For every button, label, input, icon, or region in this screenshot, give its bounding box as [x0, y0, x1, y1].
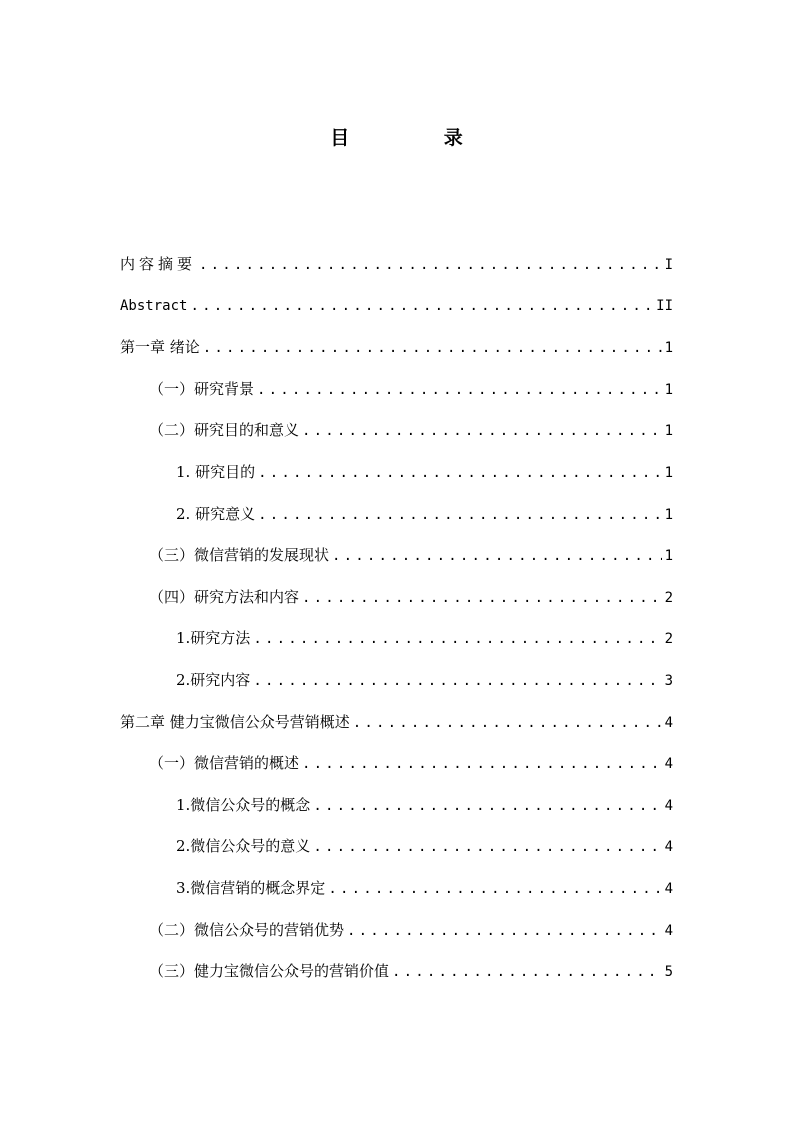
- toc-leader-dots: [199, 251, 662, 279]
- toc-entry-label: 第一章 绪论: [120, 333, 203, 361]
- toc-entry-label: 3.微信营销的概念界定: [176, 874, 328, 902]
- toc-entry[interactable]: [120, 333, 673, 375]
- toc-leader-dots: [332, 542, 662, 570]
- toc-entry-label: 2.研究内容: [176, 666, 253, 694]
- toc-leader-dots: [302, 750, 662, 778]
- toc-entry-page: 4: [662, 833, 673, 861]
- toc-entry-page: 2: [662, 625, 673, 653]
- toc-entry-page: 1: [662, 417, 673, 445]
- toc-entry[interactable]: [120, 666, 673, 708]
- toc-leader-dots: [302, 584, 662, 612]
- toc-entry-page: 1: [662, 376, 673, 404]
- toc-entry-page: 4: [662, 709, 673, 737]
- toc-entry-page: 1: [662, 542, 673, 570]
- toc-entry-label: （一）研究背景: [149, 375, 257, 403]
- toc-leader-dots: [328, 875, 661, 903]
- toc-entry-label: （三）微信营销的发展现状: [149, 541, 332, 569]
- toc-entry[interactable]: [120, 832, 673, 874]
- toc-leader-dots: [253, 667, 661, 695]
- toc-leader-dots: [203, 334, 662, 362]
- toc-leader-dots: [302, 417, 662, 445]
- toc-leader-dots: [392, 958, 662, 986]
- toc-entry-label: 第二章 健力宝微信公众号营销概述: [120, 708, 353, 736]
- toc-entry-page: 4: [662, 875, 673, 903]
- toc-entry-page: 5: [662, 958, 673, 986]
- toc-leader-dots: [353, 709, 662, 737]
- toc-entry-page: 4: [662, 917, 673, 945]
- toc-entry[interactable]: [120, 916, 673, 958]
- toc-leader-dots: [347, 917, 662, 945]
- toc-entry[interactable]: [120, 416, 673, 458]
- toc-title: 目 录: [330, 127, 507, 149]
- toc-entry-label: （四）研究方法和内容: [149, 583, 302, 611]
- toc-entry-page: 2: [662, 584, 673, 612]
- toc-entry[interactable]: [120, 458, 673, 500]
- toc-entry[interactable]: [120, 583, 673, 625]
- toc-leader-dots: [253, 625, 661, 653]
- toc-entry-label: （一）微信营销的概述: [149, 749, 302, 777]
- toc-entry-page: 1: [662, 501, 673, 529]
- toc-entry[interactable]: [120, 957, 673, 999]
- toc-entry-page: I: [662, 251, 673, 279]
- toc-entry-page: 4: [662, 792, 673, 820]
- toc-entry-page: II: [653, 292, 673, 320]
- toc-entry-label: 1.微信公众号的概念: [176, 791, 313, 819]
- toc-entry[interactable]: [120, 375, 673, 417]
- toc-entry[interactable]: [120, 749, 673, 791]
- toc-leader-dots: [313, 792, 661, 820]
- toc-entry-page: 1: [662, 334, 673, 362]
- toc-leader-dots: [257, 376, 662, 404]
- toc-entry-label: 内容摘要: [120, 250, 199, 278]
- toc-entry[interactable]: [120, 874, 673, 916]
- toc-entry[interactable]: [120, 250, 673, 292]
- toc-leader-dots: [313, 833, 661, 861]
- toc-entry-page: 3: [662, 667, 673, 695]
- toc-entry[interactable]: [120, 624, 673, 666]
- toc-entry[interactable]: [120, 292, 673, 334]
- table-of-contents: [120, 250, 673, 999]
- toc-entry-label: Abstract: [120, 292, 190, 320]
- toc-entry-page: 1: [662, 459, 673, 487]
- toc-entry-label: 1.研究方法: [176, 624, 253, 652]
- toc-entry-label: （二）微信公众号的营销优势: [149, 916, 347, 944]
- toc-entry[interactable]: [120, 791, 673, 833]
- toc-leader-dots: [258, 459, 661, 487]
- toc-entry-label: 1. 研究目的: [176, 458, 258, 486]
- toc-entry-label: （三）健力宝微信公众号的营销价值: [149, 957, 392, 985]
- toc-entry[interactable]: [120, 500, 673, 542]
- toc-entry-page: 4: [662, 750, 673, 778]
- toc-entry[interactable]: [120, 541, 673, 583]
- toc-entry[interactable]: [120, 708, 673, 750]
- toc-entry-label: 2.微信公众号的意义: [176, 832, 313, 860]
- toc-entry-label: 2. 研究意义: [176, 500, 258, 528]
- toc-leader-dots: [190, 292, 653, 320]
- toc-entry-label: （二）研究目的和意义: [149, 416, 302, 444]
- toc-leader-dots: [258, 501, 661, 529]
